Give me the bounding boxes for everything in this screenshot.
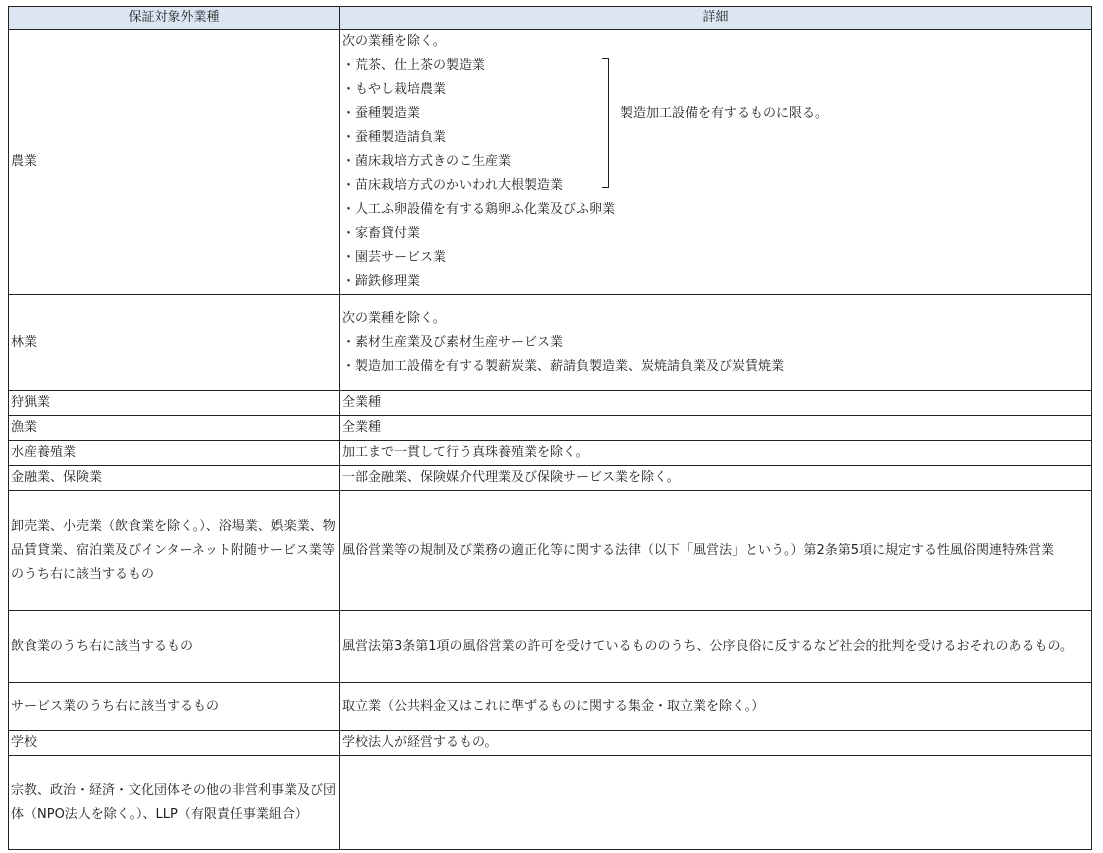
detail-cell: 学校法人が経営するもの。: [340, 731, 1092, 756]
detail-text: 風営法第3条第1項の風俗営業の許可を受けているもののうち、公序良俗に反するなど社会的批判を受けるおそれのあるもの。: [342, 638, 1074, 654]
table-row: [9, 756, 1092, 850]
industry-cell: 水産養殖業: [9, 441, 340, 466]
table-row: [9, 416, 1092, 441]
detail-cell: [340, 491, 1092, 611]
detail-cell: 加工まで一貫して行う真珠養殖業を除く。: [340, 441, 1092, 466]
detail-cell: 取立業（公共料金又はこれに準ずるものに関する集金・取立業を除く。）: [340, 683, 1092, 731]
table-row: [9, 611, 1092, 683]
header-industry: 保証対象外業種: [9, 7, 340, 30]
industry-cell: 学校: [9, 731, 340, 756]
list-item: ・もやし栽培農業: [342, 82, 447, 97]
header-detail: 詳細: [340, 7, 1092, 30]
list-item: ・蚕種製造業: [342, 106, 421, 121]
detail-intro: 次の業種を除く。: [342, 310, 446, 326]
excluded-industries-table: [8, 6, 1092, 850]
industry-cell: 農業: [9, 30, 340, 295]
list-item: ・蚕種製造請負業: [342, 130, 447, 145]
list-item: ・製造加工設備を有する製薪炭業、薪請負製造業、炭焼請負業及び炭賃焼業: [342, 358, 785, 374]
detail-cell: 一部金融業、保険媒介代理業及び保険サービス業を除く。: [340, 466, 1092, 491]
list-item: ・家畜貸付業: [342, 226, 421, 241]
list-item: ・荒茶、仕上茶の製造業: [342, 58, 486, 73]
industry-text: 宗教、政治・経済・文化団体その他の非営利事業及び団体（NPO法人を除く。）、LLP（有限責任事業組合）: [11, 782, 337, 822]
industry-cell: 漁業: [9, 416, 340, 441]
detail-intro: 次の業種を除く。: [342, 34, 446, 49]
industry-cell: 狩猟業: [9, 391, 340, 416]
right-bracket-icon: [602, 58, 609, 188]
detail-cell: 全業種: [340, 391, 1092, 416]
table-row: [9, 731, 1092, 756]
industry-cell: 金融業、保険業: [9, 466, 340, 491]
list-item: ・人工ふ卵設備を有する鶏卵ふ化業及びふ卵業: [342, 202, 616, 217]
table-row: [9, 491, 1092, 611]
table-row: [9, 30, 1092, 295]
list-item: ・蹄鉄修理業: [342, 274, 421, 289]
bracket-note: 製造加工設備を有するものに限る。: [620, 106, 829, 121]
detail-cell: 全業種: [340, 416, 1092, 441]
table-row: [9, 441, 1092, 466]
table-row: [9, 391, 1092, 416]
table-row: [9, 683, 1092, 731]
list-item: ・素材生産業及び素材生産サービス業: [342, 334, 564, 350]
industry-cell: [9, 756, 340, 850]
industry-cell: 林業: [9, 295, 340, 391]
detail-cell: [340, 295, 1092, 391]
list-item: ・菌床栽培方式きのこ生産業: [342, 154, 512, 169]
industry-cell: 飲食業のうち右に該当するもの: [9, 611, 340, 683]
detail-text: 風俗営業等の規制及び業務の適正化等に関する法律（以下「風営法」という。）第2条第5項に規定する性風俗関連特殊営業: [342, 542, 1055, 558]
industry-cell: [9, 491, 340, 611]
table-row: [9, 466, 1092, 491]
industry-text: 卸売業、小売業（飲食業を除く。）、浴場業、娯楽業、物品賃貸業、宿泊業及びインターネット附随サービス業等のうち右に該当するもの: [11, 518, 336, 582]
detail-cell: [340, 756, 1092, 850]
list-item: ・苗床栽培方式のかいわれ大根製造業: [342, 178, 564, 193]
table-row: [9, 295, 1092, 391]
bracket-group: [342, 54, 1089, 198]
list-item: ・園芸サービス業: [342, 250, 447, 265]
industry-cell: サービス業のうち右に該当するもの: [9, 683, 340, 731]
table-header-row: [9, 7, 1092, 30]
detail-cell: [340, 30, 1092, 295]
detail-cell: [340, 611, 1092, 683]
